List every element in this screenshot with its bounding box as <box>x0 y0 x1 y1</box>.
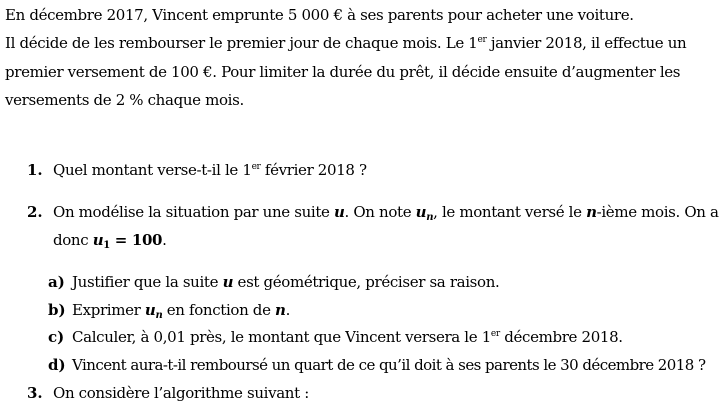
term-un-n: n <box>426 212 434 223</box>
intro-text-3: premier versement de 100 €. Pour limiter la durée du prêt, il décide ensuite d’augmenter les <box>5 63 681 81</box>
question-2c-text <box>72 327 623 347</box>
term-u1-sub: 1 <box>103 240 110 251</box>
question-1-number: 1. <box>27 161 43 179</box>
question-2-text-d: -ième mois. On a <box>596 203 719 221</box>
question-2a-u: u <box>222 273 234 291</box>
question-2b-text <box>72 300 290 320</box>
question-2b-text-a: Exprimer <box>72 301 145 319</box>
question-1-text <box>53 160 367 180</box>
question-2b-text-b: en fonction de <box>162 301 276 319</box>
question-2-line-2 <box>53 230 167 250</box>
question-2d-letter: d) <box>48 356 66 374</box>
term-un-u: u <box>415 203 427 221</box>
question-1-sup: er <box>251 162 261 172</box>
question-2a-text-b: est géométrique, préciser sa raison. <box>233 273 500 291</box>
question-1-text-b: février 2018 ? <box>260 161 367 179</box>
question-2-text-f: . <box>162 231 167 249</box>
question-2d-text-a: Vincent aura-t-il remboursé un quart de ce qu’il doit à ses parents le 30 décembre 2018 ? <box>72 356 706 374</box>
question-2-text-b: . On note <box>344 203 416 221</box>
intro-line-2 <box>5 33 686 53</box>
question-2a-letter: a) <box>48 273 65 291</box>
sequence-u: u <box>333 203 345 221</box>
question-2a-text-a: Justifier que la suite <box>72 273 223 291</box>
term-u1-value: = 100 <box>109 231 163 249</box>
question-2-text-e: donc <box>53 231 93 249</box>
intro-line-4 <box>5 90 244 110</box>
intro-line-3 <box>5 62 680 82</box>
question-3-text-a: On considère l’algorithme suivant : <box>53 384 309 402</box>
intro-line-1 <box>5 5 634 25</box>
term-u1-u: u <box>92 231 104 249</box>
question-2a-text <box>72 272 499 292</box>
question-2-text-a: On modélise la situation par une suite <box>53 203 334 221</box>
intro-text-2a: Il décide de les rembourser le premier jour de chaque mois. Le 1 <box>5 34 478 52</box>
question-2c-text-b: décembre 2018. <box>499 328 623 346</box>
question-2-number: 2. <box>27 203 43 221</box>
question-2-text-c: , le montant versé le <box>433 203 587 221</box>
question-2b-un-n: n <box>155 310 163 321</box>
question-2c-sup: er <box>490 329 500 339</box>
intro-text-1: En décembre 2017, Vincent emprunte 5 000 € à ses parents pour acheter une voiture. <box>5 6 634 24</box>
question-2b-un-u: u <box>144 301 156 319</box>
question-2b-text-c: . <box>285 301 290 319</box>
variable-n: n <box>586 203 597 221</box>
question-2-line-1 <box>53 202 719 222</box>
question-2b-letter: b) <box>48 301 66 319</box>
question-1-text-a: Quel montant verse-t-il le 1 <box>53 161 252 179</box>
question-3-number: 3. <box>27 384 43 402</box>
intro-text-4: versements de 2 % chaque mois. <box>5 91 244 109</box>
question-2b-n: n <box>275 301 286 319</box>
question-2c-text-a: Calculer, à 0,01 près, le montant que Vincent versera le 1 <box>72 328 491 346</box>
intro-ordinal-sup: er <box>477 35 487 45</box>
question-3-text <box>53 383 309 403</box>
intro-text-2b: janvier 2018, il effectue un <box>486 34 687 52</box>
question-2d-text <box>72 355 706 375</box>
question-2c-letter: c) <box>48 328 65 346</box>
